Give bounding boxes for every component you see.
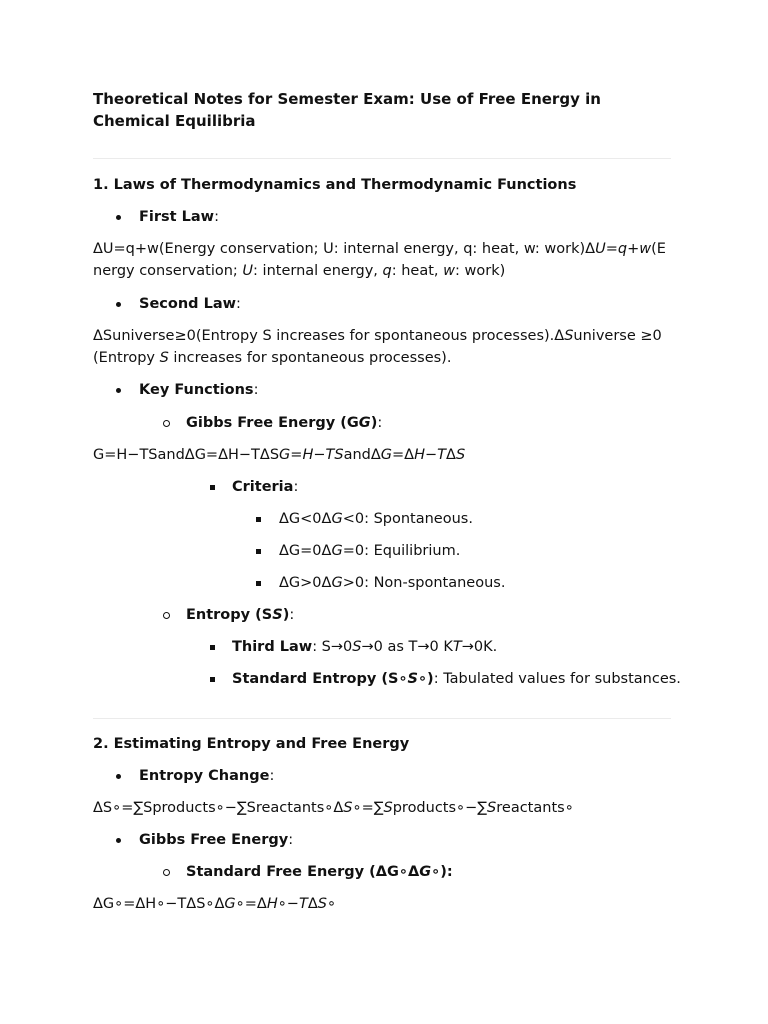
second-law-item: Second Law:	[139, 296, 241, 312]
criteria-non-spontaneous: ΔG>0ΔG>0: Non-spontaneous.	[279, 575, 506, 591]
key-functions-label: Key Functions	[139, 382, 254, 398]
second-law-label: Second Law	[139, 296, 237, 312]
criteria-item: Criteria:	[232, 479, 299, 495]
standard-free-energy-item: Standard Free Energy (ΔG∘ΔG∘):	[186, 864, 453, 880]
first-law-equation: ΔU=q+w(Energy conservation; U: internal energy, q: heat, w: work)ΔU=q+w(Energy conservation; U: internal energy, q: heat, w: work)	[93, 241, 666, 279]
divider	[93, 718, 671, 719]
third-law-item: Third Law: S→0S→0 as T→0 KT→0K.	[232, 639, 498, 655]
standard-entropy-item: Standard Entropy (S∘S∘): Tabulated values for substances.	[232, 671, 681, 687]
standard-free-energy-equation: ΔG∘=ΔH∘−TΔS∘ΔG∘=ΔH∘−TΔS∘	[93, 896, 337, 912]
criteria-equilibrium: ΔG=0ΔG=0: Equilibrium.	[279, 543, 461, 559]
criteria-spontaneous: ΔG<0ΔG<0: Spontaneous.	[279, 511, 473, 527]
section-2-heading: 2. Estimating Entropy and Free Energy	[93, 736, 410, 752]
entropy-change-equation: ΔS∘=∑Sproducts∘−∑Sreactants∘ΔS∘=∑Sproducts∘−∑Sreactants∘	[93, 800, 574, 816]
section-1-heading: 1. Laws of Thermodynamics and Thermodynamic Functions	[93, 177, 577, 193]
first-law-label: First Law	[139, 209, 215, 225]
gibbs-free-energy-item: Gibbs Free Energy:	[139, 832, 294, 848]
entropy-change-item: Entropy Change:	[139, 768, 275, 784]
divider	[93, 158, 671, 159]
gibbs-equation: G=H−TSandΔG=ΔH−TΔSG=H−TSandΔG=ΔH−TΔS	[93, 447, 466, 463]
gibbs-item: Gibbs Free Energy (GG):	[186, 415, 383, 431]
document-title: Theoretical Notes for Semester Exam: Use of Free Energy in Chemical Equilibria	[93, 90, 601, 130]
key-functions-item: Key Functions:	[139, 382, 259, 398]
entropy-item: Entropy (SS):	[186, 607, 295, 623]
first-law-item: First Law:	[139, 209, 219, 225]
second-law-equation: ΔSuniverse≥0(Entropy S increases for spontaneous processes).ΔSuniverse ≥0(Entropy S increases for spontaneous processes).	[93, 328, 662, 366]
